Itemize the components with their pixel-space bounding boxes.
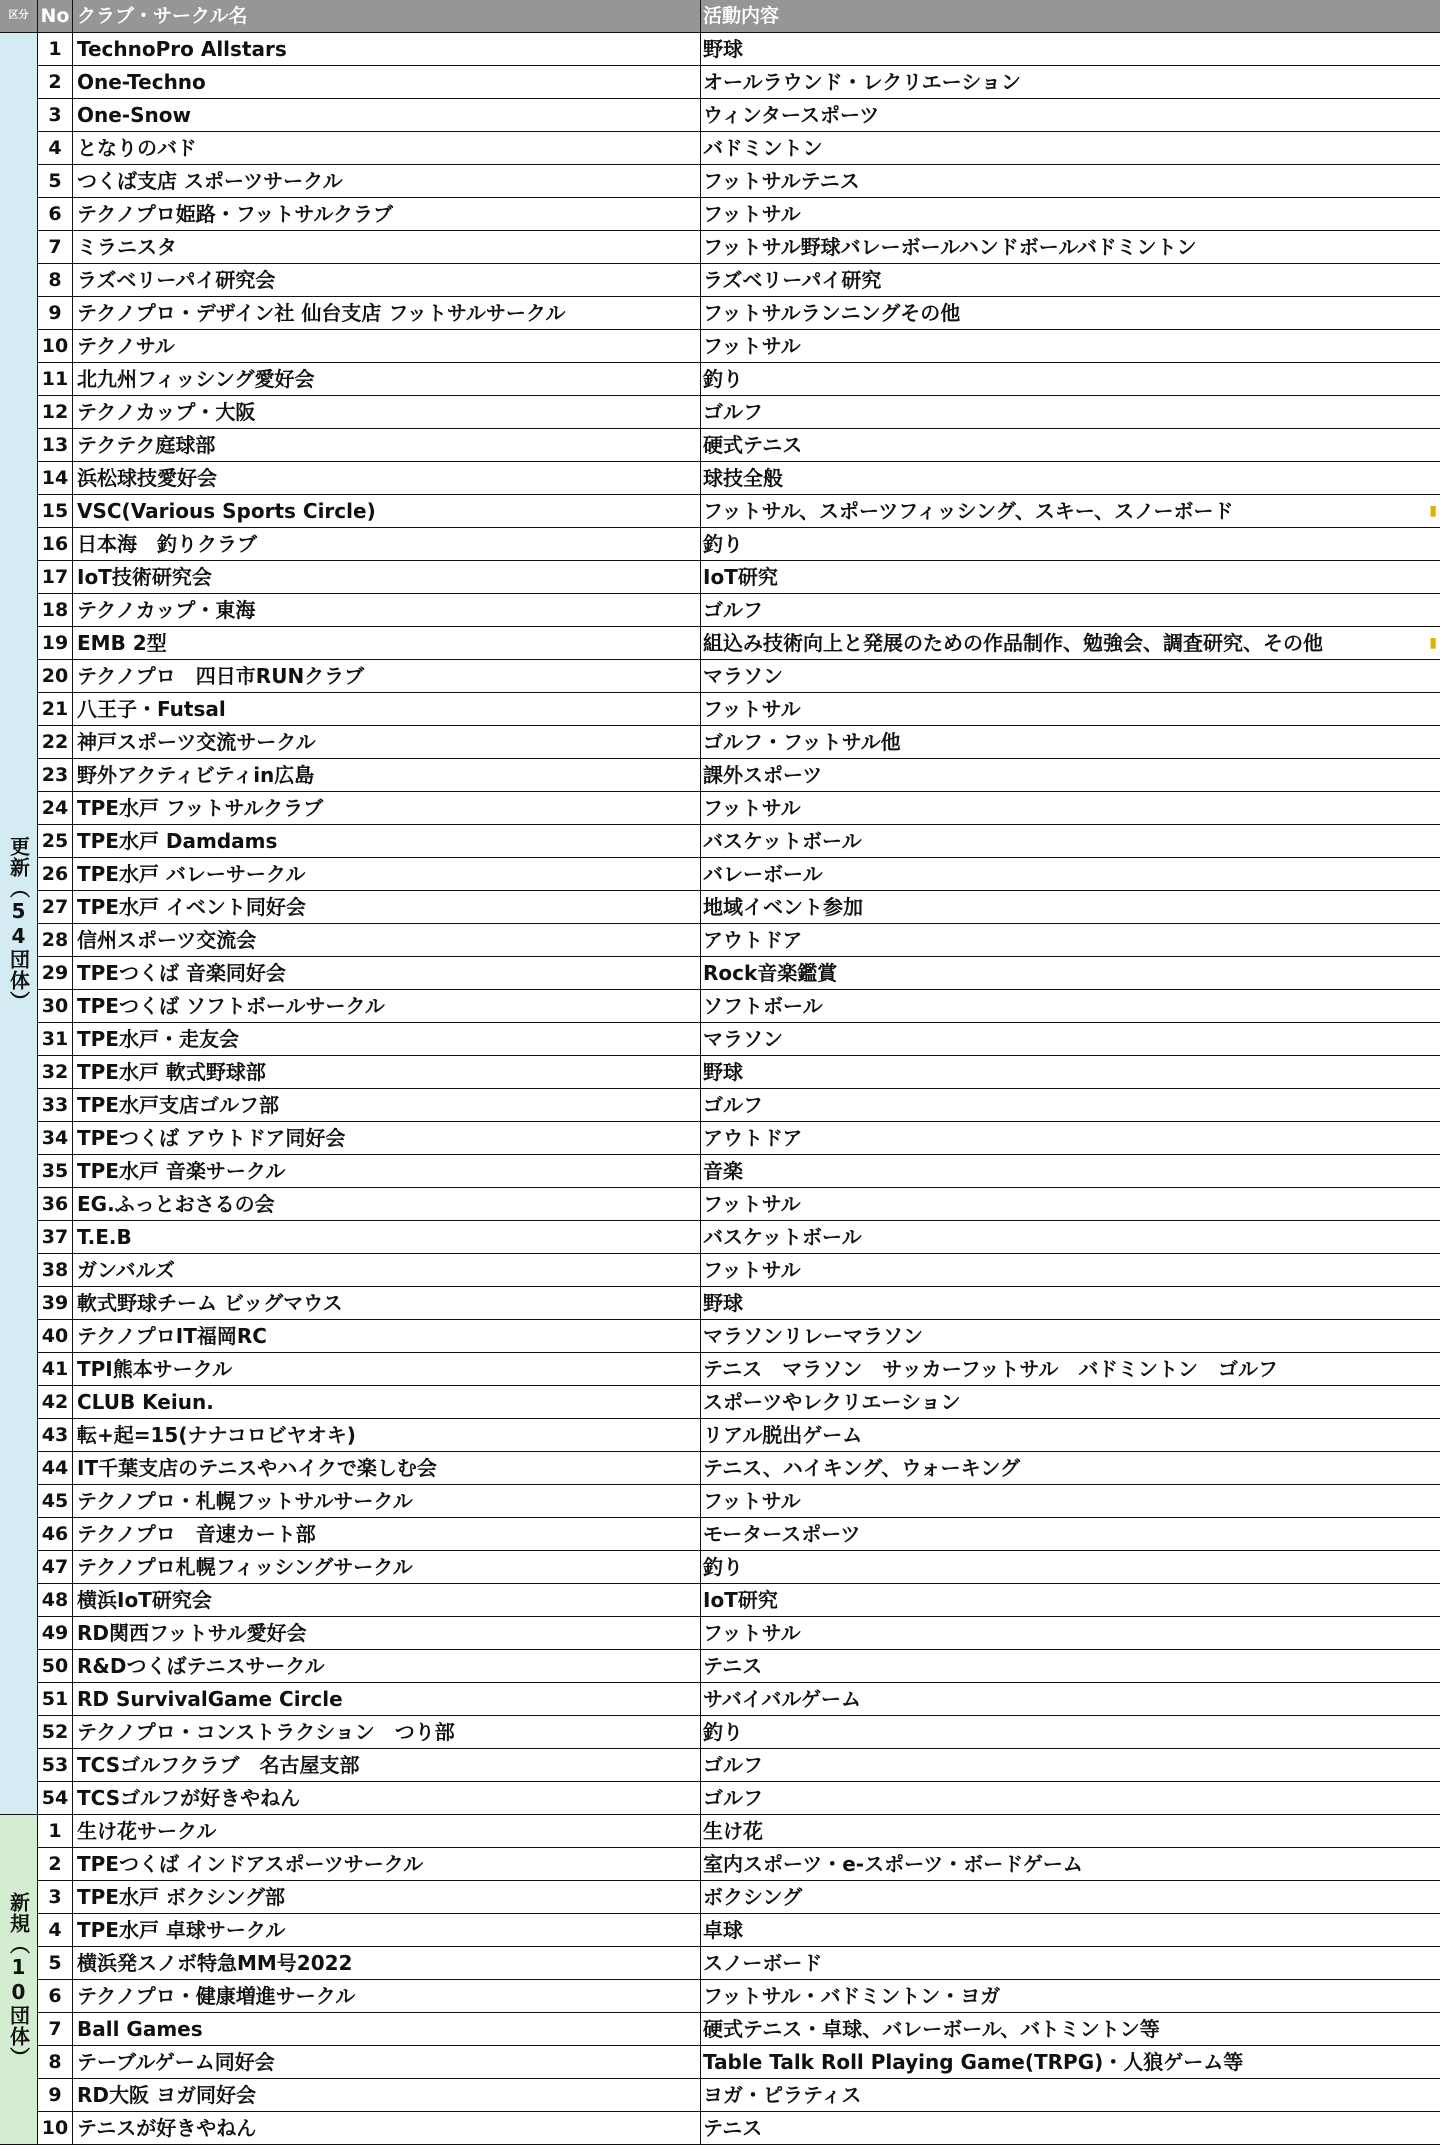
- activity-cell: [701, 627, 1440, 660]
- club-name-cell: テクノプロ 四日市RUNクラブ: [73, 660, 701, 693]
- activity-cell: [701, 462, 1440, 495]
- activity-text: フットサル: [703, 697, 801, 721]
- club-name-cell: VSC(Various Sports Circle): [73, 495, 701, 528]
- activity-cell: [701, 1122, 1440, 1155]
- row-number: 53: [38, 1749, 73, 1782]
- club-name-cell: 転+起=15(ナナコロビヤオキ): [73, 1419, 701, 1452]
- activity-text: フットサル野球バレーボールハンドボールバドミントン: [703, 235, 1197, 259]
- activity-text: IoT研究: [703, 565, 778, 589]
- row-number: 48: [38, 1584, 73, 1617]
- row-number: 31: [38, 1023, 73, 1056]
- row-number: 39: [38, 1287, 73, 1320]
- activity-text: フットサルテニス: [703, 169, 860, 193]
- activity-cell: [701, 1419, 1440, 1452]
- activity-cell: [701, 1320, 1440, 1353]
- club-name-cell: 八王子・Futsal: [73, 693, 701, 726]
- row-number: 13: [38, 429, 73, 462]
- activity-cell: [701, 891, 1440, 924]
- activity-cell: [701, 1386, 1440, 1419]
- activity-cell: [701, 363, 1440, 396]
- row-number: 43: [38, 1419, 73, 1452]
- row-number: 18: [38, 594, 73, 627]
- row-number: 1: [38, 1815, 73, 1848]
- club-name-cell: TCSゴルフが好きやねん: [73, 1782, 701, 1815]
- club-name-cell: TPI熊本サークル: [73, 1353, 701, 1386]
- activity-text: フットサル: [703, 334, 801, 358]
- row-number: 27: [38, 891, 73, 924]
- club-name-cell: ラズベリーパイ研究会: [73, 264, 701, 297]
- club-name-cell: 神戸スポーツ交流サークル: [73, 726, 701, 759]
- row-number: 1: [38, 33, 73, 66]
- club-name-cell: テクノサル: [73, 330, 701, 363]
- activity-cell: [701, 2013, 1440, 2046]
- club-name-cell: 浜松球技愛好会: [73, 462, 701, 495]
- row-number: 2: [38, 66, 73, 99]
- club-name-cell: RD関西フットサル愛好会: [73, 1617, 701, 1650]
- activity-text: テニス、ハイキング、ウォーキング: [703, 1456, 1020, 1480]
- club-name-cell: テクノプロ・健康増進サークル: [73, 1980, 701, 2013]
- row-number: 11: [38, 363, 73, 396]
- activity-text: 音楽: [703, 1159, 743, 1183]
- activity-text: フットサル: [703, 1489, 801, 1513]
- club-name-cell: TPE水戸支店ゴルフ部: [73, 1089, 701, 1122]
- club-name-cell: IT千葉支店のテニスやハイクで楽しむ会: [73, 1452, 701, 1485]
- activity-text: 釣り: [703, 1720, 743, 1744]
- activity-text: マラソン: [703, 1027, 783, 1051]
- activity-cell: [701, 264, 1440, 297]
- activity-cell: [701, 396, 1440, 429]
- row-number: 3: [38, 99, 73, 132]
- activity-cell: [701, 33, 1440, 66]
- club-name-cell: 北九州フィッシング愛好会: [73, 363, 701, 396]
- club-name-cell: TCSゴルフクラブ 名古屋支部: [73, 1749, 701, 1782]
- activity-cell: [701, 429, 1440, 462]
- club-name-cell: TPE水戸 音楽サークル: [73, 1155, 701, 1188]
- activity-cell: [701, 1188, 1440, 1221]
- club-name-cell: TPE水戸 ボクシング部: [73, 1881, 701, 1914]
- club-name-cell: となりのバド: [73, 132, 701, 165]
- club-name-cell: TPE水戸 卓球サークル: [73, 1914, 701, 1947]
- activity-cell: [701, 1089, 1440, 1122]
- row-number: 44: [38, 1452, 73, 1485]
- activity-text: ウィンタースポーツ: [703, 103, 880, 127]
- activity-text: モータースポーツ: [703, 1522, 861, 1546]
- row-number: 30: [38, 990, 73, 1023]
- activity-text: 地域イベント参加: [703, 895, 863, 919]
- activity-cell: [701, 528, 1440, 561]
- activity-cell: [701, 132, 1440, 165]
- row-number: 20: [38, 660, 73, 693]
- activity-text: バドミントン: [703, 136, 823, 160]
- activity-cell: [701, 1782, 1440, 1815]
- row-number: 6: [38, 1980, 73, 2013]
- activity-cell: [701, 1716, 1440, 1749]
- club-name-cell: 生け花サークル: [73, 1815, 701, 1848]
- activity-cell: [701, 924, 1440, 957]
- comment-marker-icon: ▮: [1429, 503, 1437, 519]
- row-number: 9: [38, 297, 73, 330]
- header-name: クラブ・サークル名: [73, 0, 701, 33]
- row-number: 49: [38, 1617, 73, 1650]
- activity-cell: [701, 495, 1440, 528]
- activity-text: ゴルフ: [703, 1786, 763, 1810]
- row-number: 7: [38, 231, 73, 264]
- header-no: No: [38, 0, 73, 33]
- row-number: 8: [38, 2046, 73, 2079]
- activity-cell: [701, 198, 1440, 231]
- activity-cell: [701, 231, 1440, 264]
- activity-cell: [701, 759, 1440, 792]
- activity-text: アウトドア: [703, 928, 803, 952]
- activity-cell: [701, 1914, 1440, 1947]
- row-number: 24: [38, 792, 73, 825]
- activity-cell: [701, 1551, 1440, 1584]
- activity-text: アウトドア: [703, 1126, 803, 1150]
- header-category: 区分: [0, 0, 38, 33]
- activity-text: フットサル: [703, 1621, 801, 1645]
- activity-text: スノーボード: [703, 1951, 823, 1975]
- club-name-cell: テクノプロ札幌フィッシングサークル: [73, 1551, 701, 1584]
- club-name-cell: RD SurvivalGame Circle: [73, 1683, 701, 1716]
- row-number: 9: [38, 2079, 73, 2112]
- row-number: 10: [38, 330, 73, 363]
- club-name-cell: ガンバルズ: [73, 1254, 701, 1287]
- club-name-cell: 軟式野球チーム ビッグマウス: [73, 1287, 701, 1320]
- activity-text: ヨガ・ピラティス: [703, 2083, 862, 2107]
- activity-text: 球技全般: [703, 466, 783, 490]
- activity-text: 組込み技術向上と発展のための作品制作、勉強会、調査研究、その他: [703, 631, 1323, 655]
- activity-text: 野球: [703, 37, 743, 61]
- club-name-cell: テクノプロ姫路・フットサルクラブ: [73, 198, 701, 231]
- row-number: 10: [38, 2112, 73, 2145]
- activity-text: ラズベリーパイ研究: [703, 268, 882, 292]
- activity-text: 卓球: [703, 1918, 743, 1942]
- activity-text: 硬式テニス・卓球、バレーボール、バトミントン等: [703, 2017, 1160, 2041]
- club-name-cell: テクテク庭球部: [73, 429, 701, 462]
- row-number: 21: [38, 693, 73, 726]
- activity-text: オールラウンド・レクリエーション: [703, 70, 1021, 94]
- club-name-cell: テクノプロ 音速カート部: [73, 1518, 701, 1551]
- comment-marker-icon: ▮: [1429, 635, 1437, 651]
- activity-text: ゴルフ: [703, 598, 763, 622]
- activity-text: フットサル: [703, 1258, 801, 1282]
- activity-text: フットサル・バドミントン・ヨガ: [703, 1984, 1001, 2008]
- club-name-cell: TPE水戸・走友会: [73, 1023, 701, 1056]
- activity-text: 釣り: [703, 367, 743, 391]
- club-name-cell: 横浜IoT研究会: [73, 1584, 701, 1617]
- activity-cell: [701, 561, 1440, 594]
- club-name-cell: TPEつくば 音楽同好会: [73, 957, 701, 990]
- row-number: 26: [38, 858, 73, 891]
- row-number: 32: [38, 1056, 73, 1089]
- activity-text: サバイバルゲーム: [703, 1687, 861, 1711]
- activity-cell: [701, 1518, 1440, 1551]
- row-number: 34: [38, 1122, 73, 1155]
- club-name-cell: テニスが好きやねん: [73, 2112, 701, 2145]
- club-name-cell: テクノプロ・コンストラクション つり部: [73, 1716, 701, 1749]
- activity-cell: [701, 1749, 1440, 1782]
- row-number: 19: [38, 627, 73, 660]
- row-number: 12: [38, 396, 73, 429]
- row-number: 15: [38, 495, 73, 528]
- row-number: 25: [38, 825, 73, 858]
- club-name-cell: テクノカップ・大阪: [73, 396, 701, 429]
- club-name-cell: 日本海 釣りクラブ: [73, 528, 701, 561]
- club-name-cell: テクノプロ・札幌フットサルサークル: [73, 1485, 701, 1518]
- activity-cell: [701, 726, 1440, 759]
- activity-text: フットサル、スポーツフィッシング、スキー、スノーボード: [703, 499, 1234, 523]
- activity-cell: [701, 1683, 1440, 1716]
- row-number: 36: [38, 1188, 73, 1221]
- club-name-cell: T.E.B: [73, 1221, 701, 1254]
- club-name-cell: TPEつくば アウトドア同好会: [73, 1122, 701, 1155]
- club-name-cell: TPE水戸 軟式野球部: [73, 1056, 701, 1089]
- activity-cell: [701, 1815, 1440, 1848]
- club-name-cell: One-Techno: [73, 66, 701, 99]
- club-name-cell: EMB 2型: [73, 627, 701, 660]
- activity-cell: [701, 1287, 1440, 1320]
- row-number: 5: [38, 165, 73, 198]
- club-name-cell: 野外アクティビティin広島: [73, 759, 701, 792]
- row-number: 52: [38, 1716, 73, 1749]
- activity-cell: [701, 2079, 1440, 2112]
- activity-cell: [701, 1155, 1440, 1188]
- row-number: 7: [38, 2013, 73, 2046]
- activity-cell: [701, 1254, 1440, 1287]
- activity-cell: [701, 1848, 1440, 1881]
- category-new: 新規（10団体）: [0, 1815, 38, 2145]
- activity-cell: [701, 660, 1440, 693]
- club-name-cell: Ball Games: [73, 2013, 701, 2046]
- activity-text: フットサル: [703, 796, 801, 820]
- row-number: 5: [38, 1947, 73, 1980]
- row-number: 6: [38, 198, 73, 231]
- club-name-cell: テクノプロIT福岡RC: [73, 1320, 701, 1353]
- activity-text: 室内スポーツ・e-スポーツ・ボードゲーム: [703, 1852, 1083, 1876]
- club-name-cell: テクノプロ・デザイン社 仙台支店 フットサルサークル: [73, 297, 701, 330]
- activity-cell: [701, 297, 1440, 330]
- row-number: 3: [38, 1881, 73, 1914]
- activity-text: 課外スポーツ: [703, 763, 823, 787]
- row-number: 54: [38, 1782, 73, 1815]
- activity-text: バレーボール: [703, 862, 823, 886]
- activity-text: 野球: [703, 1060, 743, 1084]
- activity-text: 硬式テニス: [703, 433, 803, 457]
- activity-cell: [701, 1056, 1440, 1089]
- activity-text: リアル脱出ゲーム: [703, 1423, 863, 1447]
- club-name-cell: TPE水戸 バレーサークル: [73, 858, 701, 891]
- activity-text: テニス: [703, 1654, 763, 1678]
- activity-text: 野球: [703, 1291, 743, 1315]
- club-name-cell: TPE水戸 イベント同好会: [73, 891, 701, 924]
- row-number: 4: [38, 1914, 73, 1947]
- activity-cell: [701, 2112, 1440, 2145]
- club-name-cell: テクノカップ・東海: [73, 594, 701, 627]
- activity-text: ゴルフ: [703, 1753, 763, 1777]
- activity-text: 生け花: [703, 1819, 763, 1843]
- activity-cell: [701, 2046, 1440, 2079]
- club-name-cell: 信州スポーツ交流会: [73, 924, 701, 957]
- row-number: 40: [38, 1320, 73, 1353]
- row-number: 42: [38, 1386, 73, 1419]
- activity-cell: [701, 1023, 1440, 1056]
- club-name-cell: TPE水戸 Damdams: [73, 825, 701, 858]
- activity-cell: [701, 1650, 1440, 1683]
- activity-text: Rock音楽鑑賞: [703, 961, 838, 985]
- club-name-cell: One-Snow: [73, 99, 701, 132]
- activity-cell: [701, 99, 1440, 132]
- activity-cell: [701, 594, 1440, 627]
- activity-cell: [701, 1485, 1440, 1518]
- header-activity: 活動内容: [701, 0, 1440, 33]
- row-number: 4: [38, 132, 73, 165]
- activity-cell: [701, 990, 1440, 1023]
- club-name-cell: CLUB Keiun.: [73, 1386, 701, 1419]
- activity-cell: [701, 1947, 1440, 1980]
- club-name-cell: TPEつくば ソフトボールサークル: [73, 990, 701, 1023]
- row-number: 28: [38, 924, 73, 957]
- activity-text: フットサル: [703, 202, 801, 226]
- activity-text: 釣り: [703, 1555, 743, 1579]
- row-number: 2: [38, 1848, 73, 1881]
- category-update: 更新（54団体）: [0, 33, 38, 1815]
- row-number: 35: [38, 1155, 73, 1188]
- row-number: 29: [38, 957, 73, 990]
- activity-cell: [701, 1881, 1440, 1914]
- club-name-cell: TPE水戸 フットサルクラブ: [73, 792, 701, 825]
- activity-text: Table Talk Roll Playing Game(TRPG)・人狼ゲーム等: [703, 2050, 1244, 2074]
- activity-text: フットサル: [703, 1192, 801, 1216]
- activity-text: ボクシング: [703, 1885, 803, 1909]
- club-name-cell: テーブルゲーム同好会: [73, 2046, 701, 2079]
- club-name-cell: TPEつくば インドアスポーツサークル: [73, 1848, 701, 1881]
- row-number: 22: [38, 726, 73, 759]
- activity-cell: [701, 825, 1440, 858]
- activity-text: フットサルランニングその他: [703, 301, 961, 325]
- club-name-cell: IoT技術研究会: [73, 561, 701, 594]
- activity-text: ゴルフ: [703, 400, 763, 424]
- row-number: 16: [38, 528, 73, 561]
- activity-cell: [701, 957, 1440, 990]
- activity-cell: [701, 1353, 1440, 1386]
- club-name-cell: EG.ふっとおさるの会: [73, 1188, 701, 1221]
- activity-cell: [701, 66, 1440, 99]
- club-name-cell: 横浜発スノボ特急MM号2022: [73, 1947, 701, 1980]
- activity-cell: [701, 330, 1440, 363]
- row-number: 14: [38, 462, 73, 495]
- activity-cell: [701, 1221, 1440, 1254]
- row-number: 37: [38, 1221, 73, 1254]
- row-number: 8: [38, 264, 73, 297]
- row-number: 47: [38, 1551, 73, 1584]
- activity-text: スポーツやレクリエーション: [703, 1390, 961, 1414]
- activity-cell: [701, 1617, 1440, 1650]
- activity-cell: [701, 858, 1440, 891]
- club-name-cell: TechnoPro Allstars: [73, 33, 701, 66]
- club-name-cell: RD大阪 ヨガ同好会: [73, 2079, 701, 2112]
- club-name-cell: R&Dつくばテニスサークル: [73, 1650, 701, 1683]
- activity-text: テニス マラソン サッカーフットサル バドミントン ゴルフ: [703, 1357, 1278, 1381]
- activity-text: マラソン: [703, 664, 783, 688]
- activity-text: バスケットボール: [703, 829, 862, 853]
- activity-cell: [701, 165, 1440, 198]
- row-number: 38: [38, 1254, 73, 1287]
- activity-text: バスケットボール: [703, 1225, 862, 1249]
- activity-text: ゴルフ・フットサル他: [703, 730, 901, 754]
- row-number: 33: [38, 1089, 73, 1122]
- row-number: 51: [38, 1683, 73, 1716]
- club-name-cell: ミラニスタ: [73, 231, 701, 264]
- activity-text: IoT研究: [703, 1588, 778, 1612]
- row-number: 45: [38, 1485, 73, 1518]
- activity-text: テニス: [703, 2116, 763, 2140]
- activity-cell: [701, 693, 1440, 726]
- row-number: 46: [38, 1518, 73, 1551]
- activity-cell: [701, 1980, 1440, 2013]
- activity-text: マラソンリレーマラソン: [703, 1324, 923, 1348]
- row-number: 17: [38, 561, 73, 594]
- activity-text: ゴルフ: [703, 1093, 763, 1117]
- activity-cell: [701, 1452, 1440, 1485]
- club-name-cell: つくば支店 スポーツサークル: [73, 165, 701, 198]
- activity-cell: [701, 792, 1440, 825]
- activity-text: ソフトボール: [703, 994, 823, 1018]
- row-number: 50: [38, 1650, 73, 1683]
- row-number: 41: [38, 1353, 73, 1386]
- row-number: 23: [38, 759, 73, 792]
- activity-cell: [701, 1584, 1440, 1617]
- activity-text: 釣り: [703, 532, 743, 556]
